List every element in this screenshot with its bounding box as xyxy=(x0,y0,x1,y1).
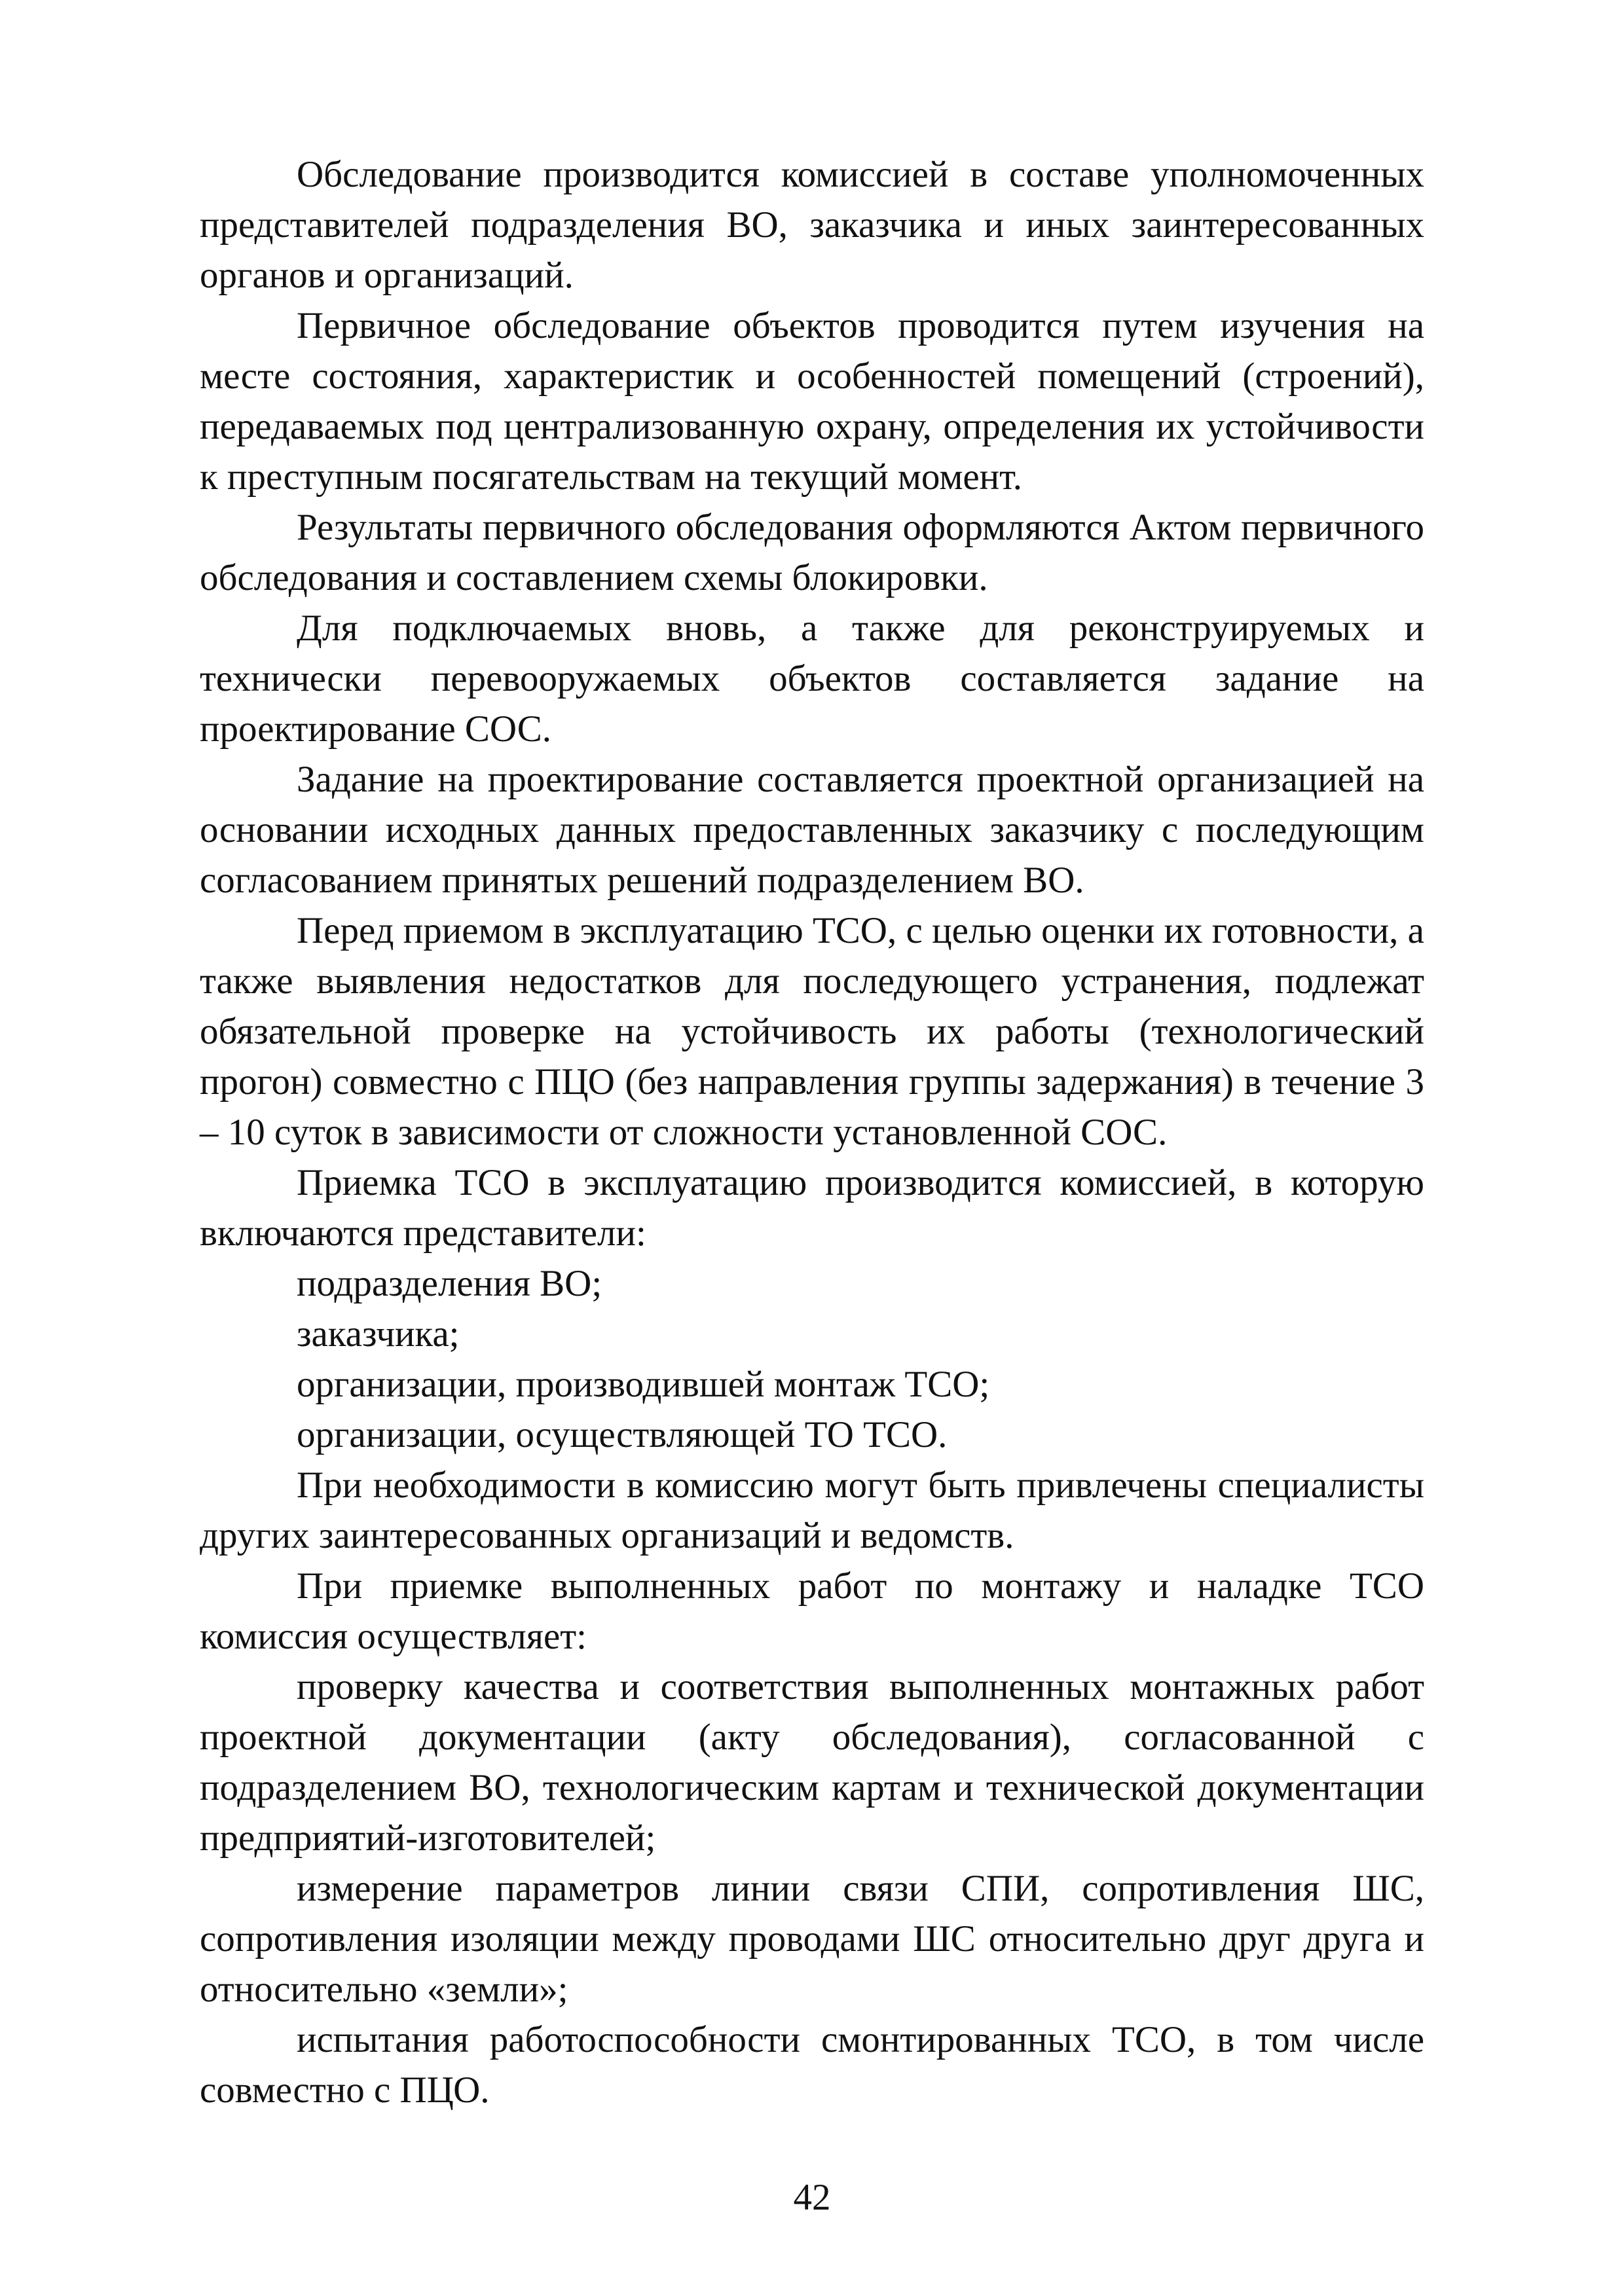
paragraph-3: Результаты первичного обследования оформляются Актом первичного обследования и составлением схемы блокировки. xyxy=(200,507,1424,598)
list-item-2: заказчика; xyxy=(297,1313,460,1355)
list-item-3: организации, производившей монтаж ТСО; xyxy=(297,1364,990,1405)
paragraph-9: При приемке выполненных работ по монтажу и наладке ТСО комиссия осуществляет: xyxy=(200,1565,1424,1657)
list-item-7: испытания работоспособности смонтированных ТСО, в том числе совместно с ПЦО. xyxy=(200,2019,1424,2111)
body-text xyxy=(200,149,1424,2115)
list-item-1: подразделения ВО; xyxy=(297,1263,602,1304)
paragraph-7: Приемка ТСО в эксплуатацию производится комиссией, в которую включаются представители: xyxy=(200,1162,1424,1254)
paragraph-2: Первичное обследование объектов проводится путем изучения на месте состояния, характеристик и особенностей помещений (строений), передаваемых под централизованную охрану, определения их устойчивости к преступным посягательствам на текущий момент. xyxy=(200,305,1424,498)
paragraph-5: Задание на проектирование составляется проектной организацией на основании исходных данных предоставленных заказчику с последующим согласованием принятых решений подразделением ВО. xyxy=(200,759,1424,901)
paragraph-6: Перед приемом в эксплуатацию ТСО, с целью оценки их готовности, а также выявления недостатков для последующего устранения, подлежат обязательной проверке на устойчивость их работы (технологический прогон) совместно с ПЦО (без направления группы задержания) в течение 3 – 10 суток в зависимости от сложности установленной СОС. xyxy=(200,910,1424,1153)
paragraph-8: При необходимости в комиссию могут быть привлечены специалисты других заинтересованных организаций и ведомств. xyxy=(200,1465,1424,1556)
paragraph-4: Для подключаемых вновь, а также для реконструируемых и технически перевооружаемых объектов составляется задание на проектирование СОС. xyxy=(200,608,1424,750)
list-item-4: организации, осуществляющей ТО ТСО. xyxy=(297,1414,948,1455)
page-number: 42 xyxy=(793,2177,831,2218)
list-item-5: проверку качества и соответствия выполненных монтажных работ проектной документации (акту обследования), согласованной с подразделением ВО, технологическим картам и технической документации предприятий-изготовителей; xyxy=(200,1666,1424,1859)
paragraph-1: Обследование производится комиссией в составе уполномоченных представителей подразделения ВО, заказчика и иных заинтересованных органов и организаций. xyxy=(200,154,1424,296)
list-item-6: измерение параметров линии связи СПИ, сопротивления ШС, сопротивления изоляции между проводами ШС относительно друг друга и относительно «земли»; xyxy=(200,1868,1424,2010)
